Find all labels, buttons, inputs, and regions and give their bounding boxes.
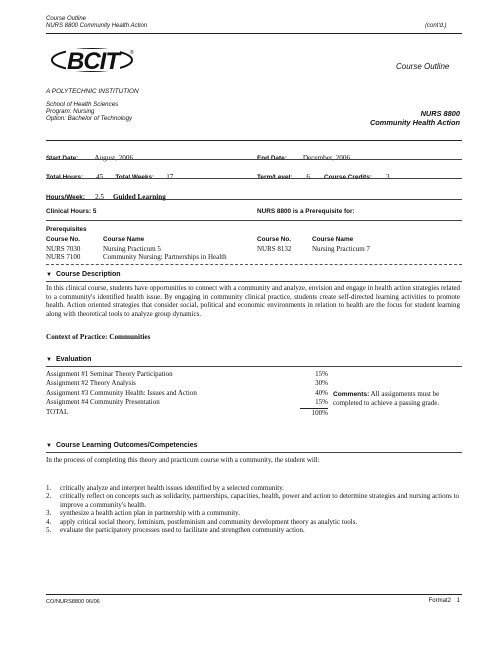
page-number: 1: [456, 598, 460, 604]
description-rule: [46, 281, 462, 282]
prereq-col-name-right: Course Name: [312, 236, 354, 243]
total-hours-label: Total Hours:: [46, 174, 84, 181]
program-name: Program: Nursing: [46, 108, 95, 115]
outcomes-title: Course Learning Outcomes/Competencies: [55, 442, 198, 449]
course-description-heading: [46, 271, 121, 278]
prereq-col-no-left: Course No.: [46, 236, 81, 243]
outcomes-intro: In the process of completing this theory and practicum course with a community, the student will:: [46, 456, 320, 464]
list-item: [46, 518, 462, 526]
hours-week-type: Guided Learning: [112, 193, 166, 201]
info-rule-1: [46, 159, 462, 160]
prereq-right-list: [257, 245, 370, 253]
eval-total-pct: 100%: [311, 408, 328, 417]
eval-pct: 15%: [315, 370, 328, 378]
table-row: [46, 379, 328, 388]
course-code: NURS 8800: [420, 109, 460, 118]
institution-tagline: A POLYTECHNIC INSTITUTION: [46, 88, 139, 95]
header-doc-label: Course Outline: [46, 16, 87, 22]
footer-rule: [46, 594, 462, 595]
outcome-text: critically reflect on concepts such as solidarity, partnerships, capacities, health, power and action to determine strategies and nursing actions to improve a community's health.: [60, 492, 459, 509]
outcome-number: 3.: [46, 509, 52, 518]
prereq-col-no-right: Course No.: [257, 236, 292, 243]
header-rule: [46, 33, 462, 34]
course-id-block: [370, 109, 460, 127]
outcomes-list: [46, 484, 462, 534]
prerequisites-title: Prerequisites: [46, 226, 87, 233]
course-title: Community Health Action: [369, 118, 460, 127]
term-row: [257, 166, 390, 184]
evaluation-heading: [46, 356, 91, 363]
end-date-value: December, 2006: [302, 154, 351, 162]
table-row: [46, 370, 328, 379]
outcome-text: apply critical social theory, feminism, postfeminism and community development theory as analytic tools.: [60, 517, 358, 526]
eval-item: Assignment #4 Community Presentation: [46, 398, 160, 407]
term-label: Term/Level:: [257, 174, 293, 181]
course-description-title: Course Description: [55, 271, 121, 278]
eval-pct: 15%: [300, 398, 328, 408]
comments-text: All assignments must be completed to achieve a passing grade.: [333, 390, 440, 407]
prereq-col-name-left: Course Name: [103, 236, 145, 243]
header-bottom-rule: [46, 140, 462, 141]
start-date-label: Start Date:: [46, 155, 79, 162]
header-top-left: [46, 16, 147, 30]
table-row: [46, 398, 328, 408]
table-row: [46, 408, 328, 418]
prereq-left-list: [46, 245, 251, 261]
eval-item: Assignment #1 Seminar Theory Participation: [46, 370, 173, 378]
doc-type-title: Course Outline: [396, 62, 450, 71]
list-item: [46, 245, 251, 253]
hours-week-row: [46, 186, 166, 204]
evaluation-table: [46, 370, 328, 418]
comments-label: Comments:: [333, 391, 370, 398]
school-name: School of Health Sciences: [46, 101, 119, 108]
course-description-text: In this clinical course, students have opportunities to connect with a community and analyze, envision and engage in health action strategies related to a community's identified health issue. By engaging in community clinical practice, students create self-directed learning activities to promote health. Action oriented strategies that consider social, political and economic environments in relation to health are the focus for student learning along with theoretical tools to analyze group dynamics.: [46, 284, 460, 318]
outcome-number: 5.: [46, 526, 52, 535]
footer-format: Format2: [428, 598, 451, 604]
hours-week-label: Hours/Week:: [46, 194, 85, 201]
prereq-for-label: NURS 8800 is a Prerequisite for:: [257, 208, 355, 215]
svg-text:BCIT: BCIT: [67, 48, 119, 75]
eval-total-label: TOTAL: [46, 408, 69, 417]
end-date-label: End Date:: [257, 155, 287, 162]
list-item: [46, 509, 462, 517]
program-info: [46, 101, 132, 122]
list-item: [257, 245, 370, 253]
outcome-number: 4.: [46, 517, 52, 526]
bcit-logo-icon: [48, 44, 140, 84]
prereq-course-name: Nursing Practicum 7: [312, 245, 370, 253]
footer-right: [429, 598, 460, 604]
svg-text:®: ®: [130, 50, 134, 56]
outcome-text: critically analyze and interpret health issues identified by a selected community.: [60, 484, 285, 492]
eval-pct: 40%: [315, 388, 328, 397]
list-item: [46, 492, 462, 509]
credits-label: Course Credits:: [324, 174, 372, 181]
outcomes-rule: [46, 452, 462, 453]
outcome-number: 2.: [46, 492, 52, 501]
outcome-number: 1.: [46, 484, 52, 492]
info-rule-2: [46, 178, 462, 179]
option-name: Option: Bachelor of Technology: [46, 115, 133, 122]
footer-doc-code: CO/NURS8800 06/06: [46, 599, 100, 605]
evaluation-comments: [333, 390, 463, 408]
chevron-down-icon: ▼: [46, 271, 52, 278]
chevron-down-icon: ▼: [46, 442, 52, 449]
outcome-text: evaluate the participatory processes used to facilitate and strengthen community action.: [60, 526, 305, 535]
list-item: [46, 253, 251, 261]
list-item: [46, 484, 462, 492]
start-date-value: August, 2006: [94, 154, 134, 162]
prereq-course-name: Community Nursing: Partnerships in Health: [103, 253, 227, 261]
chevron-down-icon: ▼: [46, 356, 52, 363]
total-weeks-label: Total Weeks:: [115, 174, 155, 181]
prereq-course-no: NURS 7100: [46, 253, 81, 261]
prereq-course-no: NURS 7030: [46, 245, 81, 253]
eval-pct: 30%: [315, 379, 328, 388]
prereq-course-name: Nursing Practicum 5: [103, 245, 161, 253]
table-row: [46, 389, 328, 398]
term-value: 6: [306, 173, 310, 181]
bcit-logo: [48, 44, 140, 84]
info-rule-3: [46, 199, 462, 200]
total-hours-row: [46, 166, 173, 184]
hours-week-value: 2.5: [94, 193, 104, 201]
info-rule-4: [46, 220, 462, 221]
total-weeks-value: 17: [166, 173, 174, 181]
clinical-hours: Clinical Hours: 5: [46, 208, 97, 215]
header-course-label: NURS 8800 Community Health Action: [46, 23, 148, 29]
outcomes-heading: [46, 442, 198, 449]
eval-item: Assignment #2 Theory Analysis: [46, 379, 136, 388]
header-contd: (cont'd.): [425, 23, 447, 29]
context-of-practice: Context of Practice: Communities: [46, 333, 151, 341]
eval-item: Assignment #3 Community Health: Issues and Action: [46, 388, 197, 397]
prereq-bottom-rule: [46, 264, 462, 265]
total-hours-value: 45: [96, 173, 104, 181]
end-date-row: [257, 147, 350, 165]
start-date-row: [46, 147, 133, 165]
prereq-course-no: NURS 8132: [257, 245, 292, 253]
list-item: [46, 526, 462, 534]
outcome-text: synthesize a health action plan in partnership with a community.: [60, 509, 240, 518]
credits-value: 3: [385, 173, 390, 181]
evaluation-rule: [46, 366, 462, 367]
evaluation-title: Evaluation: [55, 356, 92, 363]
